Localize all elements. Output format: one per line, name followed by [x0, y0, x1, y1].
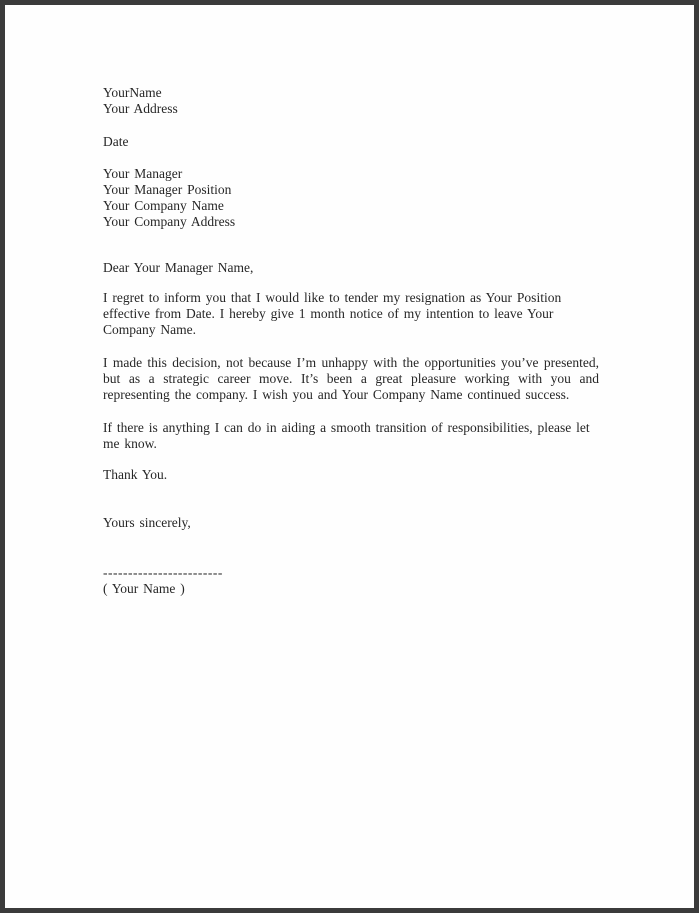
- recipient-manager-line: Your Manager: [103, 166, 183, 181]
- letter-content: [5, 5, 599, 597]
- sender-block: [103, 85, 599, 117]
- sender-address-line: Your Address: [103, 101, 178, 116]
- recipient-block: [103, 166, 599, 230]
- recipient-company-address-line: Your Company Address: [103, 214, 236, 229]
- body-paragraph-transition: If there is anything I can do in aiding a smooth transition of responsibilities, please let me know.: [103, 420, 590, 451]
- signature-dashed-line: ------------------------: [103, 565, 223, 580]
- date-line: Date: [103, 134, 129, 149]
- body-paragraph-reason: I made this decision, not because I’m unhappy with the opportunities you’ve presented, but as a strategic career move. It’s been a great pleasure working with you and representing the company. I wish you and Your Company Name continued success.: [103, 355, 599, 402]
- thank-you-line: Thank You.: [103, 467, 168, 482]
- signature-block: [103, 565, 599, 597]
- recipient-manager-position-line: Your Manager Position: [103, 182, 232, 197]
- body-paragraph-resignation: I regret to inform you that I would like to tender my resignation as Your Position effective from Date. I hereby give 1 month notice of my intention to leave Your Company Name.: [103, 290, 562, 337]
- closing-line: Yours sincerely,: [103, 515, 191, 530]
- signature-name-line: ( Your Name ): [103, 581, 185, 596]
- recipient-company-name-line: Your Company Name: [103, 198, 224, 213]
- sender-name-line: YourName: [103, 85, 162, 100]
- salutation-line: Dear Your Manager Name,: [103, 260, 254, 275]
